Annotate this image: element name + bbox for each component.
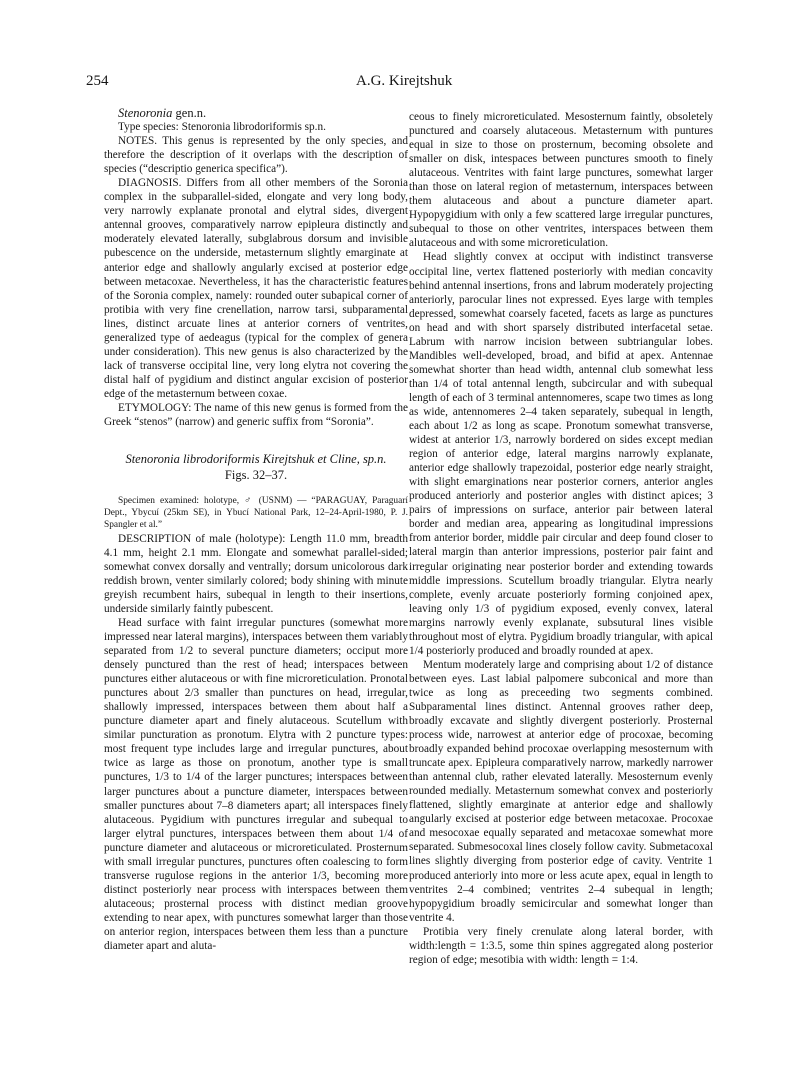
description-paragraph: DESCRIPTION of male (holotype): Length 11.0 mm, breadth 4.1 mm, height 2.1 mm. Elongate and somewhat parallel-sided; somewhat convex dorsally and ventrally; dorsum unicolorous dark reddish brown, venter similarly colored; body shining with minute greyish recumbent hairs, subequal in length to their insertions, underside similarly faintly pubescent. — [104, 532, 408, 615]
continuation-paragraph: ceous to finely microreticulated. Mesosternum faintly, obsoletely punctured and coarsely alutaceous. Metasternum with puntures equal in size to those on prosternum, becoming obsolete and smaller on disk, intespaces between punctures smooth to finely alutaceous. Ventrites with faint large punctures, somewhat larger than those on lateral region of metasternum, interspaces between them alutaceous and about a puncture diameter apart. Hypopygidium with only a few scattered large irregular punctures, subequal to those on other ventrites, interspaces between them alutaceous and with some microreticulation. — [409, 111, 713, 250]
head-paragraph: Head slightly convex at occiput with indistinct transverse occipital line, vertex flattened posteriorly with median concavity behind antennal insertions, frons and labrum moderately projecting anteriorly, parocular lines not expressed. Eyes large with temples depressed, somewhat coarsely faceted, facets as large as punctures on head and with short sparsely distributed interfacetal setae. Labrum with narrow incision between subtriangular lobes. Mandibles well-developed, broad, and bifid at apex. Antennae somewhat shorter than head width, antennal club somewhat less than 1/4 of total antennal length, subcircular and with subequal length of each of 3 terminal antennomeres, scape two times as long as wide, antennomeres 2–4 taken separately, subequal in length, each about 1/2 as long as scape. Pronotum somewhat transverse, widest at anterior 1/3, narrowly bordered on sides except median region of anterior edge, lateral margins narrowly explanate, anterior edge shallowly trapezoidal, posterior edge nearly straight, with slight emarginations near posterior corners, anterior angles produced anteriorly and posterior angles with distinct apices; 3 pairs of impressions on surface, anterior pair between lateral border and median area, appearing as longitudinal impressions from anterior border, middle pair circular and deep found closer to lateral margin than anterior impressions, posterior pair faint and irregular originating near posterior border and extending towards middle impressions. Scutellum broadly triangular. Elytra nearly complete, evenly arcuate posteriorly forming conjoined apex, leaving only 1/3 of pygidium exposed, evenly convex, lateral margins narrowly evenly explanate, subsutural lines visible throughout most of elytra. Pygidium broadly triangular, with apical 1/4 posteriorly produced and broadly rounded at apex. — [409, 251, 713, 657]
species-heading-line2: Figs. 32–37. — [224, 468, 288, 483]
page-number: 254 — [86, 73, 109, 89]
genus-suffix: gen.n. — [172, 106, 207, 120]
specimen-paragraph: Specimen examined: holotype, ♂ (USNM) — “PARAGUAY, Paraguarí Dept., Ybycuí (25km SE), in Ybucí National Park, 12–24-April-1980, P. J. Spangler et al.” — [104, 496, 408, 531]
head-surface-paragraph: Head surface with faint irregular punctures (somewhat more impressed near lateral margins), interspaces between them variably separated from 1/2 to several puncture diameters; occiput more densely punctured than the rest of head; interspaces between punctures either alutaceous or with fine microreticulation. Pronotal punctures about 2/3 smaller than punctures on head, irregular, shallowly impressed, interspaces between them about half a puncture diameter apart and finely alutaceous. Scutellum with similar puncturation as pronotum. Elytra with 2 puncture types: most frequent type includes large and irregular punctures, about twice as large as those on pronotum, another type is small punctures, 1/3 to 1/4 of the larger punctures; interspaces between larger punctures about a puncture diameter, interspaces between smaller punctures about 7–8 diameters apart; all interspaces finely alutaceous. Pygidium with punctures irregular and subequal to larger elytral punctures, interspaces between them about 1/4 of puncture diameter and alutaceous or microreticulated. Prosternum with small irregular punctures, punctures often coalescing to form transverse rugulose regions in the anterior 1/3, becoming more distinct posteriorly near process with interspaces between them alutaceous; prosternal process with distinct median groove extending to near apex, with punctures somewhat larger than those on anterior region, interspaces between them less than a puncture diameter apart and aluta- — [104, 616, 408, 953]
species-heading-line1: Stenoronia librodoriformis Kirejtshuk et Cline, sp.n. — [125, 452, 387, 467]
running-header-author: A.G. Kirejtshuk — [356, 73, 453, 89]
etymology-paragraph: ETYMOLOGY: The name of this new genus is formed from the Greek “stenos” (narrow) and generic suffix from “Soronia”. — [104, 401, 408, 429]
left-column — [104, 106, 408, 953]
mentum-paragraph: Mentum moderately large and comprising about 1/2 of distance between eyes. Last labial palpomere subconical and more than twice as long as preceeding two segments combined. Subparamental lines distinct. Antennal grooves rather deep, broadly excavate and slightly divergent posteriorly. Prosternal process wide, narrowest at anterior edge of procoxae, becoming broadly expanded behind procoxae overlapping mesosternum with truncate apex. Epipleura comparatively narrow, markedly narrower than antennal club, rather elevated laterally. Mesosternum evenly rounded medially. Metasternum somewhat convex and posteriorly flattened, slightly emarginate at anterior edge and shallowly angularly excised at posterior edge between metacoxae. Procoxae and mesocoxae equally separated and metacoxae somewhat more separated. Submesocoxal lines closely follow cavity. Submetacoxal lines slightly diverging from posterior edge of cavity. Ventrite 1 produced anteriorly into more or less acute apex, equal in length to ventrites 2–4 combined; ventrites 2–4 subequal in length; hypopygidium broadly semicircular and somewhat longer than ventrite 4. — [409, 658, 713, 924]
type-species-paragraph: Type species: Stenoronia librodoriformis sp.n. — [118, 121, 326, 134]
right-column — [409, 110, 713, 967]
notes-paragraph: NOTES. This genus is represented by the only species, and therefore the description of it overlaps with the description of species (“descriptio generica specifica”). — [104, 135, 408, 176]
protibia-paragraph: Protibia very finely crenulate along lateral border, with width:length = 1:3.5, some thin spines aggregated along posterior region of edge; mesotibia with width: length = 1:4. — [409, 925, 713, 966]
diagnosis-paragraph: DIAGNOSIS. Differs from all other members of the Soronia complex in the subparallel-sided, elongate and very long body, very narrowly explanate pronotal and elytral sides, divergent antennal grooves, comparatively narrow epipleura distinctly and moderately elevated laterally, subglabrous dorsum and invisible pubescence on the underside, metasternum slightly emarginate at anterior edge and shallowly angularly excised at posterior edge between metacoxae. Nevertheless, it has the characteristic features of the Soronia complex, namely: rounded outer subapical corner of protibia with very fine crenellation, narrow tarsi, subparamental lines, distinct arcuate lines at anterior corners of ventrites, generalized type of aedeagus (typical for the complex of genera under consideration). This new genus is also characterized by the lack of transverse occipital line, very long elytra not covering the distal half of pygidium and distinct angular excision of posterior edge of the metasternum between coxae. — [104, 177, 408, 400]
genus-heading — [104, 106, 408, 120]
species-heading — [104, 451, 408, 483]
genus-name: Stenoronia — [118, 106, 173, 120]
